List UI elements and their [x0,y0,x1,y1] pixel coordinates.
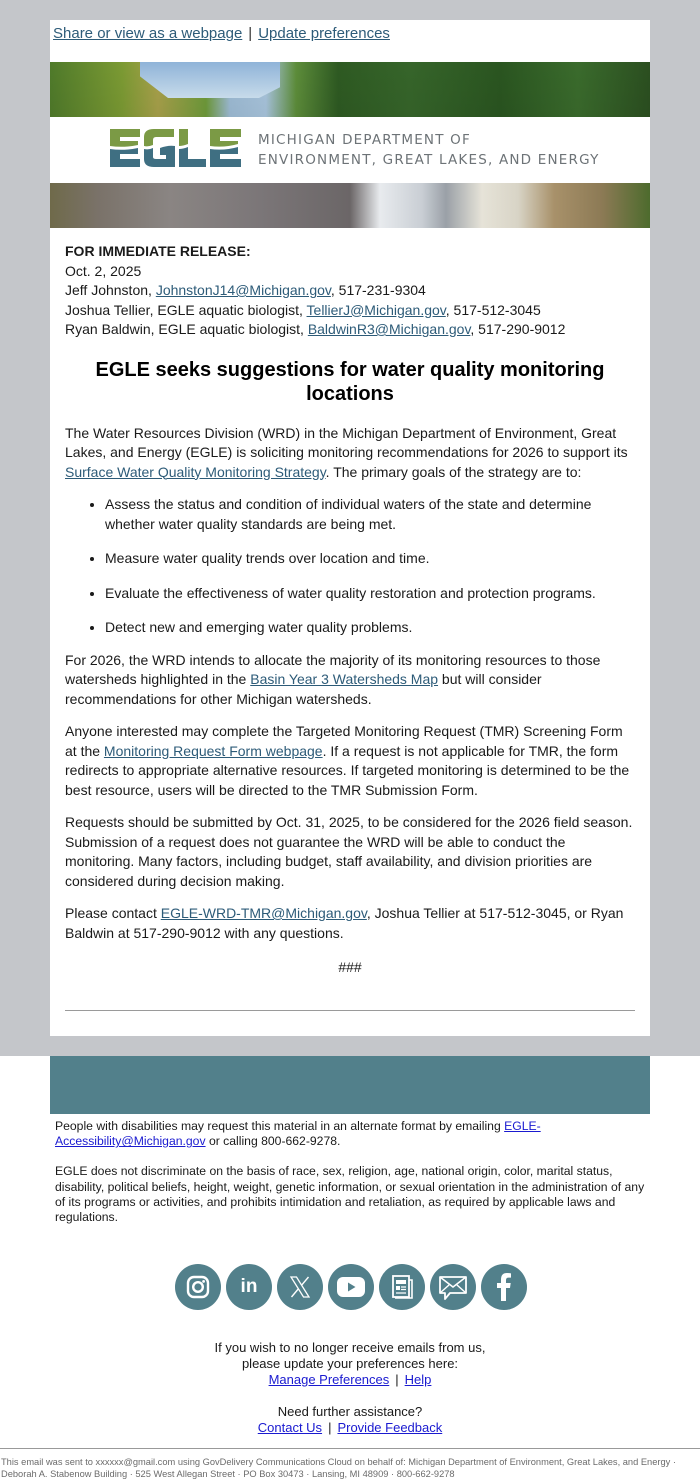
agency-name [258,130,600,170]
contact-email-link[interactable]: BaldwinR3@Michigan.gov [307,321,471,337]
top-links [53,25,390,42]
tmr-email-link[interactable]: EGLE-WRD-TMR@Michigan.gov [160,905,367,921]
text: but will consider recommendations for other Michigan watersheds. [65,671,542,707]
contact-line [65,320,635,340]
contact-name: Joshua Tellier, EGLE aquatic biologist, [65,301,307,318]
share-webpage-link[interactable]: Share or view as a webpage [53,25,243,42]
contact-line [65,281,635,301]
text: . If a request is not applicable for TMR, the form redirects to appropriate alternative resources. If targeted monitoring is determined to be the best resource, users will be directed to the TMR Submission Form. [65,742,630,798]
contact-email-link[interactable]: JohnstonJ14@Michigan.gov [155,282,331,298]
nondiscrimination-paragraph: EGLE does not discriminate on the basis of race, sex, religion, age, national origin, color, marital status, disability, political beliefs, height, weight, genetic information, or sexual orientation in the administration of any of its programs or activities, and prohibits intimidation and retaliation, as required by applicable laws and regulations. [55,1164,645,1225]
sender-info: This email was sent to xxxxxx@gmail.com using GovDelivery Communications Cloud on behalf of: Michigan Department of Environment, Great Lakes, and Energy · Deborah A. Stabenow Building · 525 West Allegan Street · PO Box 30473 · Lansing, MI 48909 · 800-662-9278 [1,1457,676,1479]
agency-name-line1: MICHIGAN DEPARTMENT OF [258,132,471,148]
manage-preferences-link[interactable]: Manage Preferences [268,1372,390,1387]
text: , Joshua Tellier at 517-512-3045, or Ryan Baldwin at 517-290-9012 with any questions. [65,905,624,941]
link-separator: | [395,1372,399,1387]
newsletter-icon [390,1274,414,1300]
goal-item: • Detect new and emerging water quality problems. [105,618,635,638]
update-preferences-link[interactable]: Update preferences [258,25,390,42]
email-signup-button[interactable] [430,1264,476,1310]
contact-phone: , 517-512-3045 [445,301,541,318]
assistance-label: Need further assistance? [277,1404,423,1419]
release-date: Oct. 2, 2025 [65,262,142,279]
text: or calling 800-662-9278. [205,1134,341,1149]
contact-email-link[interactable]: TellierJ@Michigan.gov [306,301,446,318]
end-mark: ### [338,959,362,975]
text: People with disabilities may request this material in an alternate format by emailing [55,1119,505,1133]
social-links [175,1264,527,1310]
release-label: FOR IMMEDIATE RELEASE: [65,243,251,259]
newsletter-button[interactable] [379,1264,425,1310]
strategy-link[interactable]: Surface Water Quality Monitoring Strategy [65,463,326,480]
provide-feedback-link[interactable]: Provide Feedback [337,1420,443,1435]
agency-name-line2: ENVIRONMENT, GREAT LAKES, AND ENERGY [258,152,600,168]
goal-item: • Measure water quality trends over location and time. [105,549,635,569]
goals-list [65,495,635,638]
linkedin-icon: in [240,1276,258,1297]
facebook-button[interactable] [481,1264,527,1310]
allocation-paragraph [65,651,635,710]
instagram-icon [185,1274,211,1300]
unsubscribe-section [0,1340,700,1436]
unsubscribe-line2: please update your preferences here: [241,1356,459,1371]
x-button[interactable] [277,1264,323,1310]
linkedin-button[interactable] [226,1264,272,1310]
intro-paragraph [65,424,635,483]
goal-item: • Evaluate the effectiveness of water quality restoration and protection programs. [105,584,635,604]
forest-photo [50,62,650,117]
text: The Water Resources Division (WRD) in the Michigan Department of Environment, Great Lakes, and Energy (EGLE) is soliciting monitoring recommendations for 2026 to support its [65,424,628,460]
accessibility-paragraph [55,1119,650,1149]
preference-links [0,1372,700,1388]
text: Anyone interested may complete the Targeted Monitoring Request (TMR) Screening Form at the [65,723,623,759]
link-separator: | [248,25,253,42]
tmr-paragraph [65,722,635,800]
waterfall-photo [50,183,650,228]
monitoring-form-link[interactable]: Monitoring Request Form webpage [103,742,323,759]
watersheds-map-link[interactable]: Basin Year 3 Watersheds Map [250,671,439,687]
header-banner [50,62,650,228]
youtube-button[interactable] [328,1264,374,1310]
deadline-paragraph: Requests should be submitted by Oct. 31, 2025, to be considered for the 2026 field season. Submission of a request does not guarantee the WRD will be able to conduct the monitoring. Many factors, including budget, staff availability, and division priorities are considered during decision making. [65,814,633,889]
facebook-icon [494,1272,514,1302]
footer-band [50,1056,650,1114]
accessibility-email-link[interactable]: EGLE-Accessibility@Michigan.gov [55,1119,541,1149]
contact-name: Jeff Johnston, [65,282,156,298]
contact-paragraph [65,904,635,943]
link-separator: | [328,1420,332,1435]
accessibility-notice [55,1119,650,1240]
email-icon [438,1273,468,1301]
text: Please contact [65,905,161,921]
headline: EGLE seeks suggestions for water quality monitoring locations [95,358,605,405]
contact-phone: , 517-231-9304 [330,282,426,298]
text: . The primary goals of the strategy are to: [325,463,582,480]
youtube-icon [336,1276,366,1298]
help-link[interactable]: Help [404,1372,432,1387]
email-card [50,20,650,1036]
footer-divider [0,1448,700,1449]
contact-us-link[interactable]: Contact Us [257,1420,323,1435]
contact-phone: , 517-290-9012 [470,321,566,337]
text: For 2026, the WRD intends to allocate the majority of its monitoring resources to those watersheds highlighted in the [65,651,601,687]
unsubscribe-line1: If you wish to no longer receive emails from us, [214,1340,486,1355]
egle-logo [110,129,242,169]
divider [65,1010,635,1011]
contact-name: Ryan Baldwin, EGLE aquatic biologist, [65,321,308,337]
goal-item: • Assess the status and condition of individual waters of the state and determine whether water quality standards are being met. [105,495,635,534]
press-release-body [65,242,635,991]
x-icon [288,1275,312,1299]
logo-strip [50,117,650,183]
assistance-links [0,1420,700,1436]
instagram-button[interactable] [175,1264,221,1310]
contact-line [65,301,635,321]
